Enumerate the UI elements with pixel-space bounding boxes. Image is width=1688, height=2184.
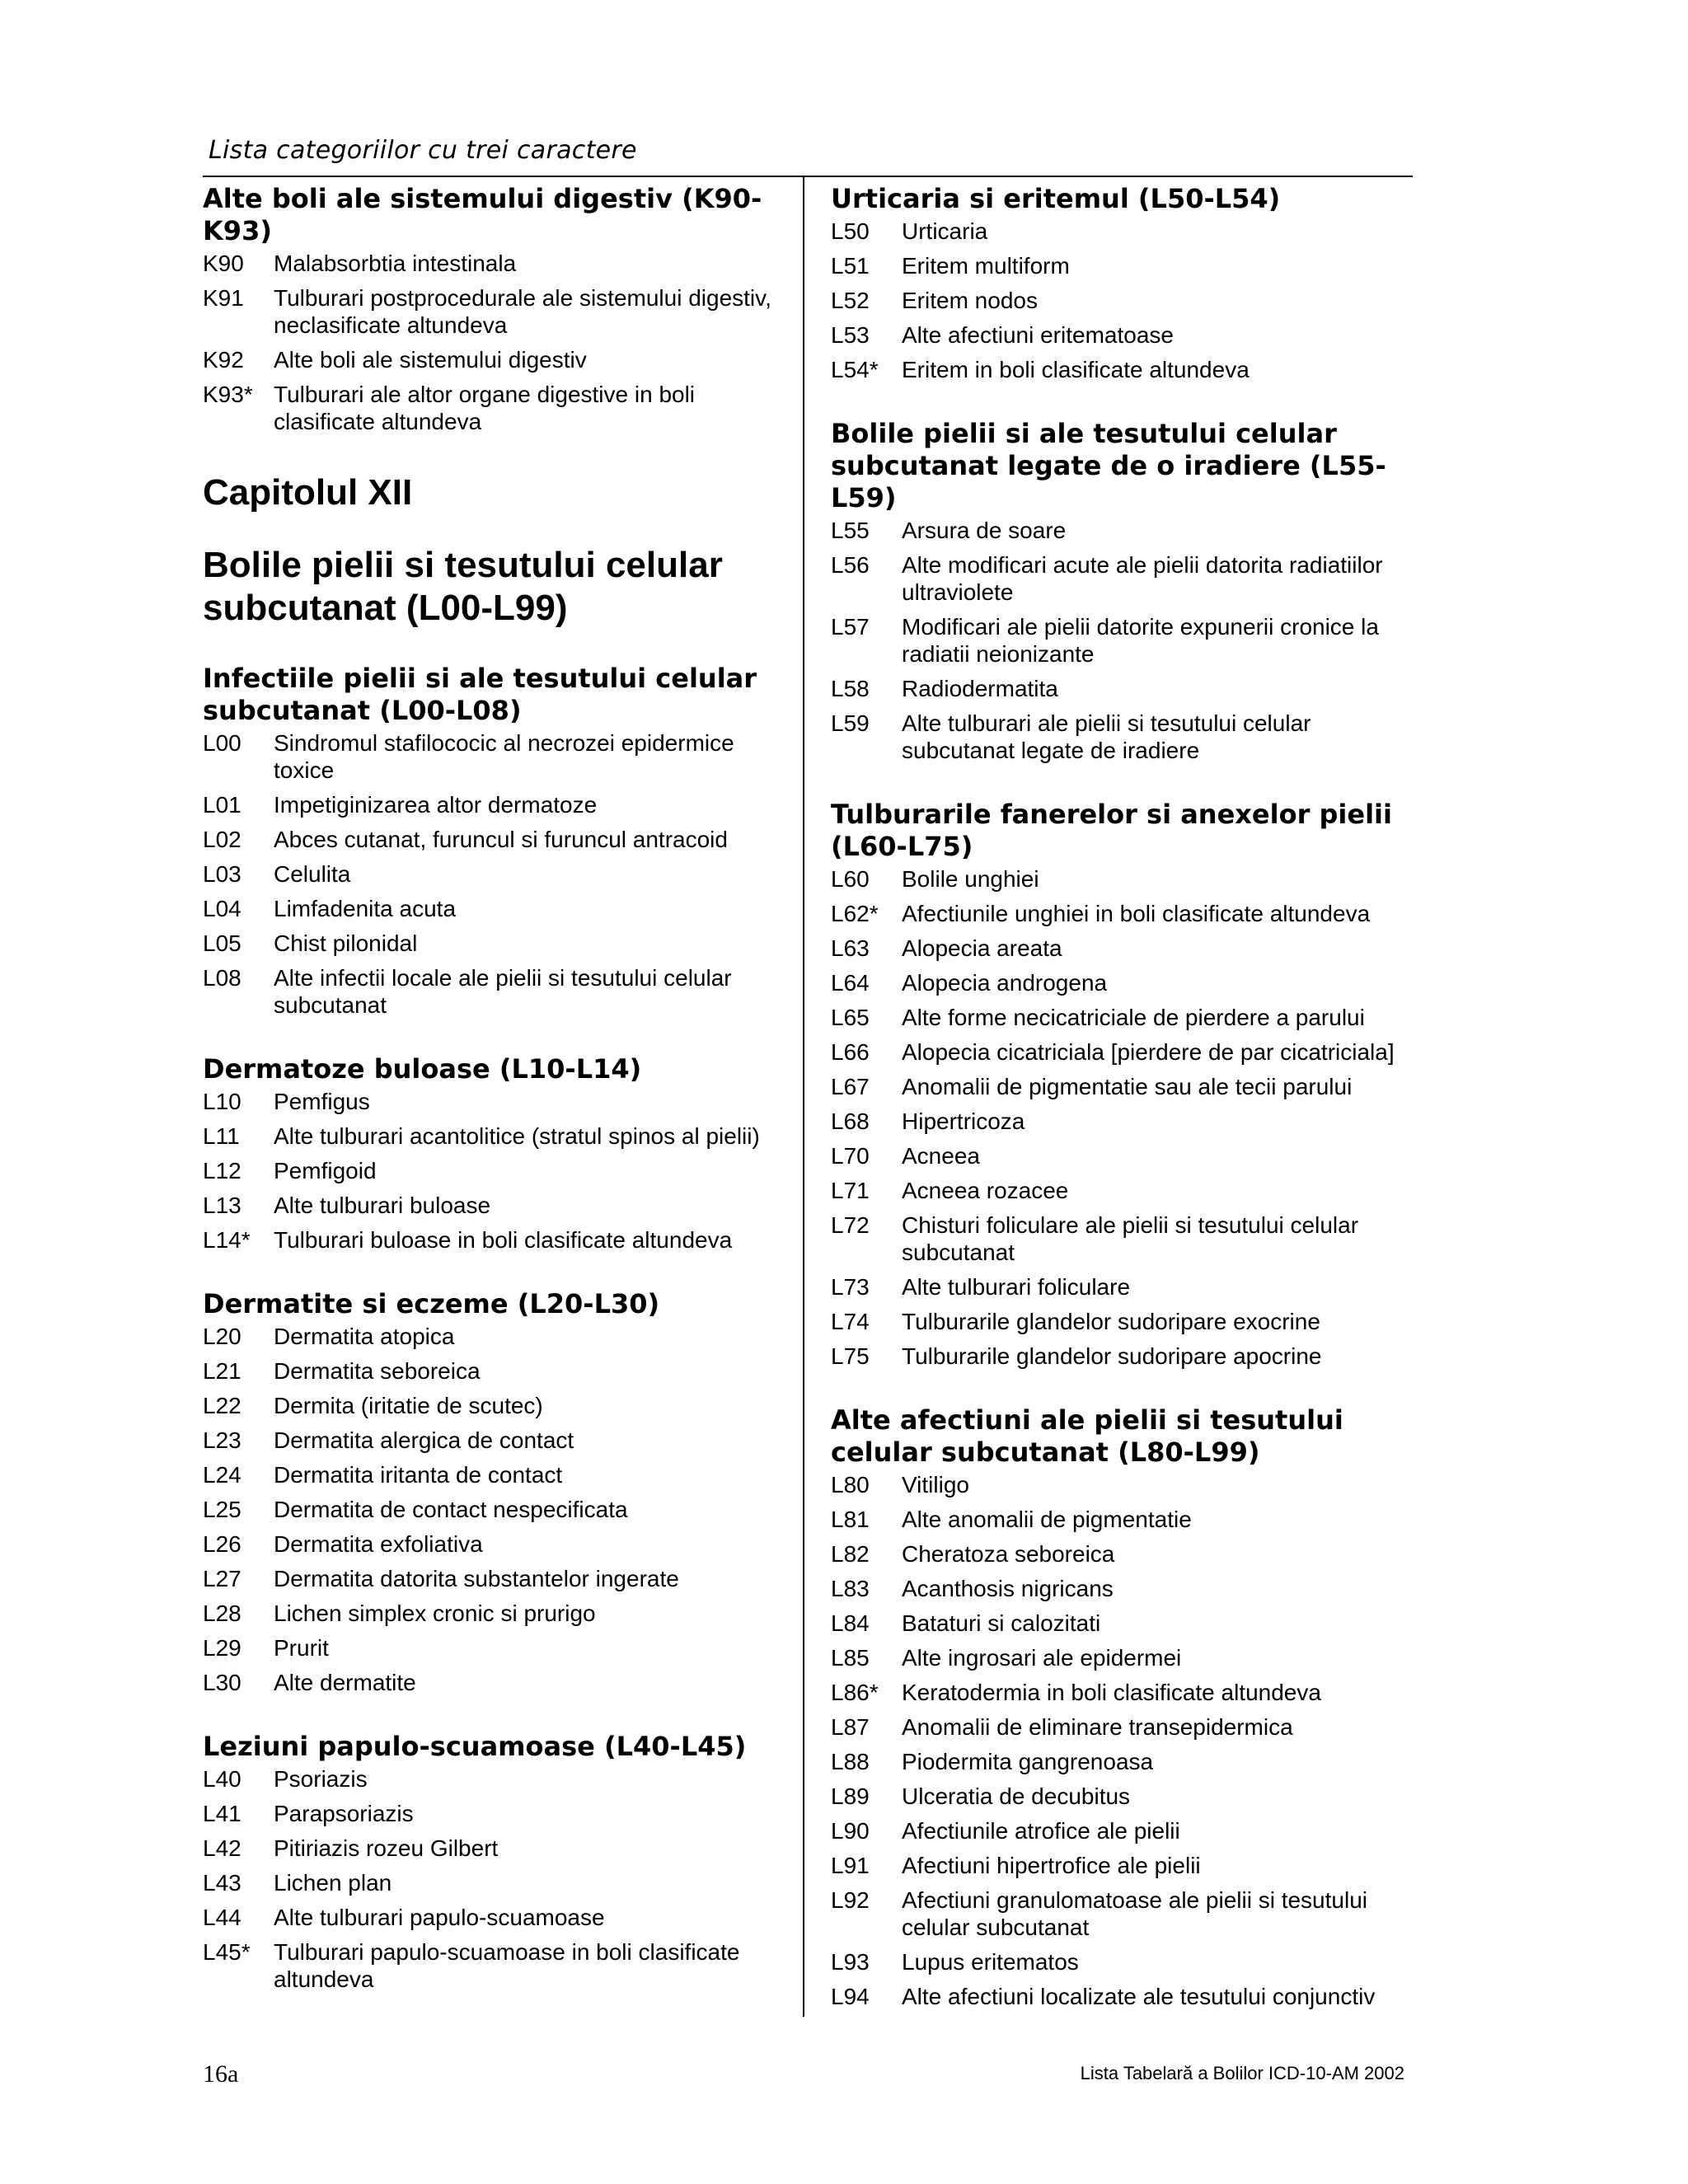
entry-description: Alte anomalii de pigmentatie xyxy=(902,1507,1192,1532)
entry-description: Eritem nodos xyxy=(902,288,1038,313)
code-entry xyxy=(203,1461,780,1488)
entry-code: L66 xyxy=(831,1039,870,1065)
section-title: Dermatoze buloase (L10-L14) xyxy=(203,1053,642,1085)
section-title: Tulburarile fanerelor si anexelor pielii (L60-L75) xyxy=(831,799,1392,862)
entry-code: L26 xyxy=(203,1531,241,1557)
code-entry xyxy=(831,675,1408,702)
entry-code: L03 xyxy=(203,861,241,887)
code-entry xyxy=(831,1983,1408,2010)
entry-code: L43 xyxy=(203,1870,241,1896)
entry-description: Afectiuni granulomatoase ale pielii si tesutului celular subcutanat xyxy=(902,1887,1367,1940)
entry-description: Alte tulburari buloase xyxy=(274,1193,491,1218)
code-entry xyxy=(203,1496,780,1523)
code-entry xyxy=(831,1948,1408,1975)
entry-list xyxy=(831,218,1408,383)
entry-description: Sindromul stafilococic al necrozei epidermice toxice xyxy=(274,730,734,783)
entry-list xyxy=(203,1323,780,1696)
entry-description: Psoriazis xyxy=(274,1766,368,1792)
entry-code: L63 xyxy=(831,935,870,961)
entry-description: Alte modificari acute ale pielii datorita radiatiilor ultraviolete xyxy=(902,552,1383,605)
code-entry xyxy=(203,729,780,784)
entry-code: L41 xyxy=(203,1801,241,1826)
code-entry xyxy=(203,895,780,922)
section-l60-l75 xyxy=(831,799,1408,1370)
entry-code: L53 xyxy=(831,322,870,348)
entry-code: L01 xyxy=(203,792,241,818)
code-entry xyxy=(831,517,1408,544)
entry-code: L50 xyxy=(831,218,870,244)
entry-code: L82 xyxy=(831,1541,870,1567)
entry-code: L59 xyxy=(831,710,870,736)
entry-code: L68 xyxy=(831,1108,870,1134)
entry-description: Alte forme necicatriciale de pierdere a parului xyxy=(902,1005,1365,1030)
entry-description: Afectiuni hipertrofice ale pielii xyxy=(902,1853,1201,1878)
entry-code: L90 xyxy=(831,1818,870,1844)
entry-description: Afectiunile unghiei in boli clasificate altundeva xyxy=(902,901,1371,926)
entry-description: Alopecia cicatriciala [pierdere de par cicatriciala] xyxy=(902,1039,1395,1065)
entry-description: Keratodermia in boli clasificate altundeva xyxy=(902,1680,1321,1705)
column-divider xyxy=(803,177,804,2017)
entry-description: Bolile unghiei xyxy=(902,866,1039,892)
code-entry xyxy=(831,551,1408,606)
section-l40-l45 xyxy=(203,1731,780,1993)
entry-code: L27 xyxy=(203,1566,241,1591)
entry-description: Alte tulburari ale pielii si tesutului celular subcutanat legate de iradiere xyxy=(902,710,1311,763)
code-entry xyxy=(203,1634,780,1661)
entry-description: Eritem multiform xyxy=(902,253,1070,279)
code-entry xyxy=(831,613,1408,668)
section-title: Urticaria si eritemul (L50-L54) xyxy=(831,183,1281,214)
entry-code: L10 xyxy=(203,1089,241,1114)
entry-list xyxy=(203,1088,780,1254)
entry-code: L71 xyxy=(831,1178,870,1203)
footer-source: Lista Tabelară a Bolilor ICD-10-AM 2002 xyxy=(1080,2063,1404,2083)
entry-code: L04 xyxy=(203,896,241,921)
entry-description: Arsura de soare xyxy=(902,518,1067,543)
entry-description: Urticaria xyxy=(902,218,988,244)
entry-list xyxy=(203,250,780,435)
entry-code: L45* xyxy=(203,1939,251,1965)
entry-description: Tulburari buloase in boli clasificate altundeva xyxy=(274,1227,733,1253)
section-title: Alte boli ale sistemului digestiv (K90-K93) xyxy=(203,183,762,246)
entry-code: L11 xyxy=(203,1123,240,1149)
entry-code: L86* xyxy=(831,1680,879,1705)
code-entry xyxy=(831,1748,1408,1775)
entry-code: L51 xyxy=(831,253,870,279)
code-entry xyxy=(203,1357,780,1385)
entry-code: K92 xyxy=(203,347,244,373)
code-entry xyxy=(831,900,1408,927)
entry-code: L94 xyxy=(831,1984,870,2009)
entry-description: Impetiginizarea altor dermatoze xyxy=(274,792,598,818)
entry-code: L87 xyxy=(831,1714,870,1740)
entry-code: L14* xyxy=(203,1227,251,1253)
code-entry xyxy=(831,1852,1408,1879)
entry-code: L42 xyxy=(203,1835,241,1861)
code-entry xyxy=(831,1343,1408,1370)
chapter-title: Bolile pielii si tesutului celular subcutanat (L00-L99) xyxy=(203,545,723,628)
entry-description: Pemfigus xyxy=(274,1089,370,1114)
entry-description: Radiodermatita xyxy=(902,676,1058,701)
code-entry xyxy=(203,1904,780,1931)
entry-code: L81 xyxy=(831,1507,870,1532)
code-entry xyxy=(831,1817,1408,1844)
code-entry xyxy=(831,710,1408,764)
entry-description: Modificari ale pielii datorite expunerii cronice la radiatii neionizante xyxy=(902,614,1379,667)
section-l20-l30 xyxy=(203,1288,780,1696)
entry-code: L60 xyxy=(831,866,870,892)
code-entry xyxy=(203,1835,780,1862)
section-title: Leziuni papulo-scuamoase (L40-L45) xyxy=(203,1731,747,1762)
entry-description: Cheratoza seboreica xyxy=(902,1541,1115,1567)
entry-code: L72 xyxy=(831,1212,870,1238)
entry-code: L24 xyxy=(203,1462,241,1488)
section-title: Bolile pielii si ale tesutului celular subcutanat legate de o iradiere (L55-L59) xyxy=(831,418,1386,513)
code-entry xyxy=(203,1323,780,1350)
entry-description: Hipertricoza xyxy=(902,1108,1025,1134)
section-l80-l99 xyxy=(831,1404,1408,2010)
code-entry xyxy=(831,218,1408,245)
code-entry xyxy=(831,1212,1408,1266)
section-title: Alte afectiuni ale pielii si tesutului celular subcutanat (L80-L99) xyxy=(831,1404,1343,1468)
entry-description: Afectiunile atrofice ale pielii xyxy=(902,1818,1180,1844)
section-k90-k93 xyxy=(203,183,780,435)
entry-code: K93* xyxy=(203,382,253,407)
section-l55-l59 xyxy=(831,418,1408,764)
entry-description: Pemfigoid xyxy=(274,1158,377,1183)
code-entry xyxy=(203,1669,780,1696)
entry-code: L70 xyxy=(831,1143,870,1169)
entry-list xyxy=(203,729,780,1019)
entry-description: Limfadenita acuta xyxy=(274,896,457,921)
entry-code: L85 xyxy=(831,1645,870,1671)
code-entry xyxy=(831,1575,1408,1602)
entry-description: Celulita xyxy=(274,861,351,887)
entry-description: Lichen simplex cronic si prurigo xyxy=(274,1601,596,1626)
entry-description: Vitiligo xyxy=(902,1472,969,1497)
code-entry xyxy=(203,1600,780,1627)
code-entry xyxy=(831,1177,1408,1204)
entry-code: L64 xyxy=(831,970,870,996)
code-entry xyxy=(203,1157,780,1184)
code-entry xyxy=(831,1142,1408,1169)
code-entry xyxy=(203,381,780,435)
entry-code: L88 xyxy=(831,1749,870,1774)
entry-description: Chist pilonidal xyxy=(274,930,418,956)
entry-description: Alte ingrosari ale epidermei xyxy=(902,1645,1182,1671)
entry-description: Prurit xyxy=(274,1635,329,1661)
code-entry xyxy=(831,321,1408,349)
entry-code: L80 xyxy=(831,1472,870,1497)
code-entry xyxy=(203,1565,780,1592)
entry-description: Pitiriazis rozeu Gilbert xyxy=(274,1835,499,1861)
code-entry xyxy=(831,1004,1408,1031)
entry-description: Lupus eritematos xyxy=(902,1949,1079,1975)
entry-description: Tulburarile glandelor sudoripare apocrine xyxy=(902,1343,1322,1369)
entry-code: L44 xyxy=(203,1905,241,1930)
entry-code: L67 xyxy=(831,1074,870,1099)
entry-code: L13 xyxy=(203,1193,241,1218)
code-entry xyxy=(831,1644,1408,1671)
entry-description: Dermatita seboreica xyxy=(274,1358,481,1384)
entry-code: L65 xyxy=(831,1005,870,1030)
code-entry xyxy=(203,1938,780,1993)
entry-code: L73 xyxy=(831,1274,870,1300)
entry-code: L89 xyxy=(831,1783,870,1809)
entry-description: Lichen plan xyxy=(274,1870,392,1896)
entry-code: L05 xyxy=(203,930,241,956)
entry-list xyxy=(831,865,1408,1370)
entry-code: L08 xyxy=(203,965,241,991)
section-title: Infectiile pielii si ale tesutului celular subcutanat (L00-L08) xyxy=(203,663,757,726)
entry-description: Chisturi foliculare ale pielii si tesutului celular subcutanat xyxy=(902,1212,1359,1265)
code-entry xyxy=(831,356,1408,383)
code-entry xyxy=(831,1679,1408,1706)
left-column xyxy=(203,183,780,2027)
entry-code: L75 xyxy=(831,1343,870,1369)
entry-description: Tulburari ale altor organe digestive in boli clasificate altundeva xyxy=(274,382,696,434)
entry-description: Tulburari postprocedurale ale sistemului digestiv, neclasificate altundeva xyxy=(274,285,771,338)
code-entry xyxy=(203,826,780,853)
entry-code: L25 xyxy=(203,1497,241,1522)
code-entry xyxy=(203,1192,780,1219)
chapter-label: Capitolul XII xyxy=(203,472,413,513)
entry-description: Anomalii de pigmentatie sau ale tecii parului xyxy=(902,1074,1353,1099)
entry-description: Alte tulburari acantolitice (stratul spinos al pielii) xyxy=(274,1123,760,1149)
code-entry xyxy=(203,284,780,339)
entry-code: L83 xyxy=(831,1576,870,1601)
code-entry xyxy=(203,1226,780,1254)
entry-code: L29 xyxy=(203,1635,241,1661)
code-entry xyxy=(831,1471,1408,1498)
entry-description: Alopecia areata xyxy=(902,935,1062,961)
entry-code: L62* xyxy=(831,901,879,926)
code-entry xyxy=(831,1308,1408,1335)
entry-code: L84 xyxy=(831,1610,870,1636)
entry-description: Dermatita datorita substantelor ingerate xyxy=(274,1566,679,1591)
code-entry xyxy=(831,1713,1408,1741)
section-l50-l54 xyxy=(831,183,1408,383)
code-entry xyxy=(831,1273,1408,1301)
code-entry xyxy=(203,1530,780,1558)
code-entry xyxy=(203,860,780,888)
entry-description: Eritem in boli clasificate altundeva xyxy=(902,357,1250,382)
entry-list xyxy=(203,1765,780,1993)
code-entry xyxy=(203,1392,780,1419)
entry-code: L93 xyxy=(831,1949,870,1975)
entry-description: Alte tulburari foliculare xyxy=(902,1274,1131,1300)
entry-code: L40 xyxy=(203,1766,241,1792)
code-entry xyxy=(831,287,1408,314)
entry-description: Alte afectiuni eritematoase xyxy=(902,322,1174,348)
entry-description: Alte tulburari papulo-scuamoase xyxy=(274,1905,605,1930)
entry-description: Acanthosis nigricans xyxy=(902,1576,1114,1601)
entry-code: L74 xyxy=(831,1309,870,1334)
code-entry xyxy=(203,930,780,957)
entry-description: Alopecia androgena xyxy=(902,970,1108,996)
entry-description: Acneea rozacee xyxy=(902,1178,1069,1203)
code-entry xyxy=(203,346,780,373)
code-entry xyxy=(203,964,780,1019)
code-entry xyxy=(831,1506,1408,1533)
code-entry xyxy=(831,969,1408,996)
code-entry xyxy=(203,250,780,277)
code-entry xyxy=(831,935,1408,962)
code-entry xyxy=(831,1038,1408,1066)
section-l10-l14 xyxy=(203,1053,780,1254)
entry-description: Alte afectiuni localizate ale tesutului conjunctiv xyxy=(902,1984,1376,2009)
code-entry xyxy=(203,1765,780,1793)
code-entry xyxy=(203,1427,780,1454)
entry-code: L58 xyxy=(831,676,870,701)
entry-code: L56 xyxy=(831,552,870,578)
entry-code: L57 xyxy=(831,614,870,640)
entry-code: L92 xyxy=(831,1887,870,1913)
code-entry xyxy=(831,1610,1408,1637)
entry-code: L12 xyxy=(203,1158,241,1183)
code-entry xyxy=(831,1783,1408,1810)
code-entry xyxy=(831,1540,1408,1568)
page-number: 16a xyxy=(203,2060,239,2088)
entry-description: Tulburari papulo-scuamoase in boli clasificate altundeva xyxy=(274,1939,740,1992)
code-entry xyxy=(203,791,780,818)
entry-code: L28 xyxy=(203,1601,241,1626)
entry-description: Ulceratia de decubitus xyxy=(902,1783,1131,1809)
running-header: Lista categoriilor cu trei caractere xyxy=(209,136,637,165)
entry-description: Malabsorbtia intestinala xyxy=(274,251,517,276)
entry-code: K91 xyxy=(203,285,244,311)
entry-code: L02 xyxy=(203,827,241,852)
right-column xyxy=(831,183,1408,2045)
code-entry xyxy=(203,1800,780,1827)
entry-description: Dermatita atopica xyxy=(274,1324,455,1349)
entry-code: L21 xyxy=(203,1358,241,1384)
code-entry xyxy=(831,865,1408,893)
entry-list xyxy=(831,1471,1408,2010)
entry-code: L20 xyxy=(203,1324,241,1349)
entry-description: Dermatita exfoliativa xyxy=(274,1531,483,1557)
code-entry xyxy=(831,1073,1408,1100)
entry-code: L00 xyxy=(203,730,241,756)
entry-description: Alte dermatite xyxy=(274,1670,416,1695)
entry-description: Alte boli ale sistemului digestiv xyxy=(274,347,587,373)
entry-description: Anomalii de eliminare transepidermica xyxy=(902,1714,1293,1740)
entry-description: Acneea xyxy=(902,1143,980,1169)
entry-code: L55 xyxy=(831,518,870,543)
entry-code: L91 xyxy=(831,1853,870,1878)
entry-description: Piodermita gangrenoasa xyxy=(902,1749,1154,1774)
entry-description: Parapsoriazis xyxy=(274,1801,414,1826)
header-rule xyxy=(203,176,1413,177)
section-title: Dermatite si eczeme (L20-L30) xyxy=(203,1288,660,1319)
entry-description: Tulburarile glandelor sudoripare exocrine xyxy=(902,1309,1320,1334)
entry-code: L52 xyxy=(831,288,870,313)
code-entry xyxy=(203,1869,780,1896)
code-entry xyxy=(831,1886,1408,1941)
entry-description: Dermatita alergica de contact xyxy=(274,1427,574,1453)
entry-list xyxy=(831,517,1408,764)
entry-code: K90 xyxy=(203,251,244,276)
code-entry xyxy=(203,1122,780,1150)
entry-code: L23 xyxy=(203,1427,241,1453)
entry-description: Abces cutanat, furuncul si furuncul antracoid xyxy=(274,827,728,852)
entry-code: L54* xyxy=(831,357,879,382)
code-entry xyxy=(831,1108,1408,1135)
code-entry xyxy=(831,252,1408,279)
section-l00-l08 xyxy=(203,663,780,1019)
entry-description: Dermatita iritanta de contact xyxy=(274,1462,563,1488)
entry-description: Dermita (iritatie de scutec) xyxy=(274,1393,543,1418)
entry-code: L22 xyxy=(203,1393,241,1418)
entry-description: Dermatita de contact nespecificata xyxy=(274,1497,628,1522)
code-entry xyxy=(203,1088,780,1115)
entry-description: Alte infectii locale ale pielii si tesutului celular subcutanat xyxy=(274,965,732,1018)
entry-description: Bataturi si calozitati xyxy=(902,1610,1101,1636)
entry-code: L30 xyxy=(203,1670,241,1695)
